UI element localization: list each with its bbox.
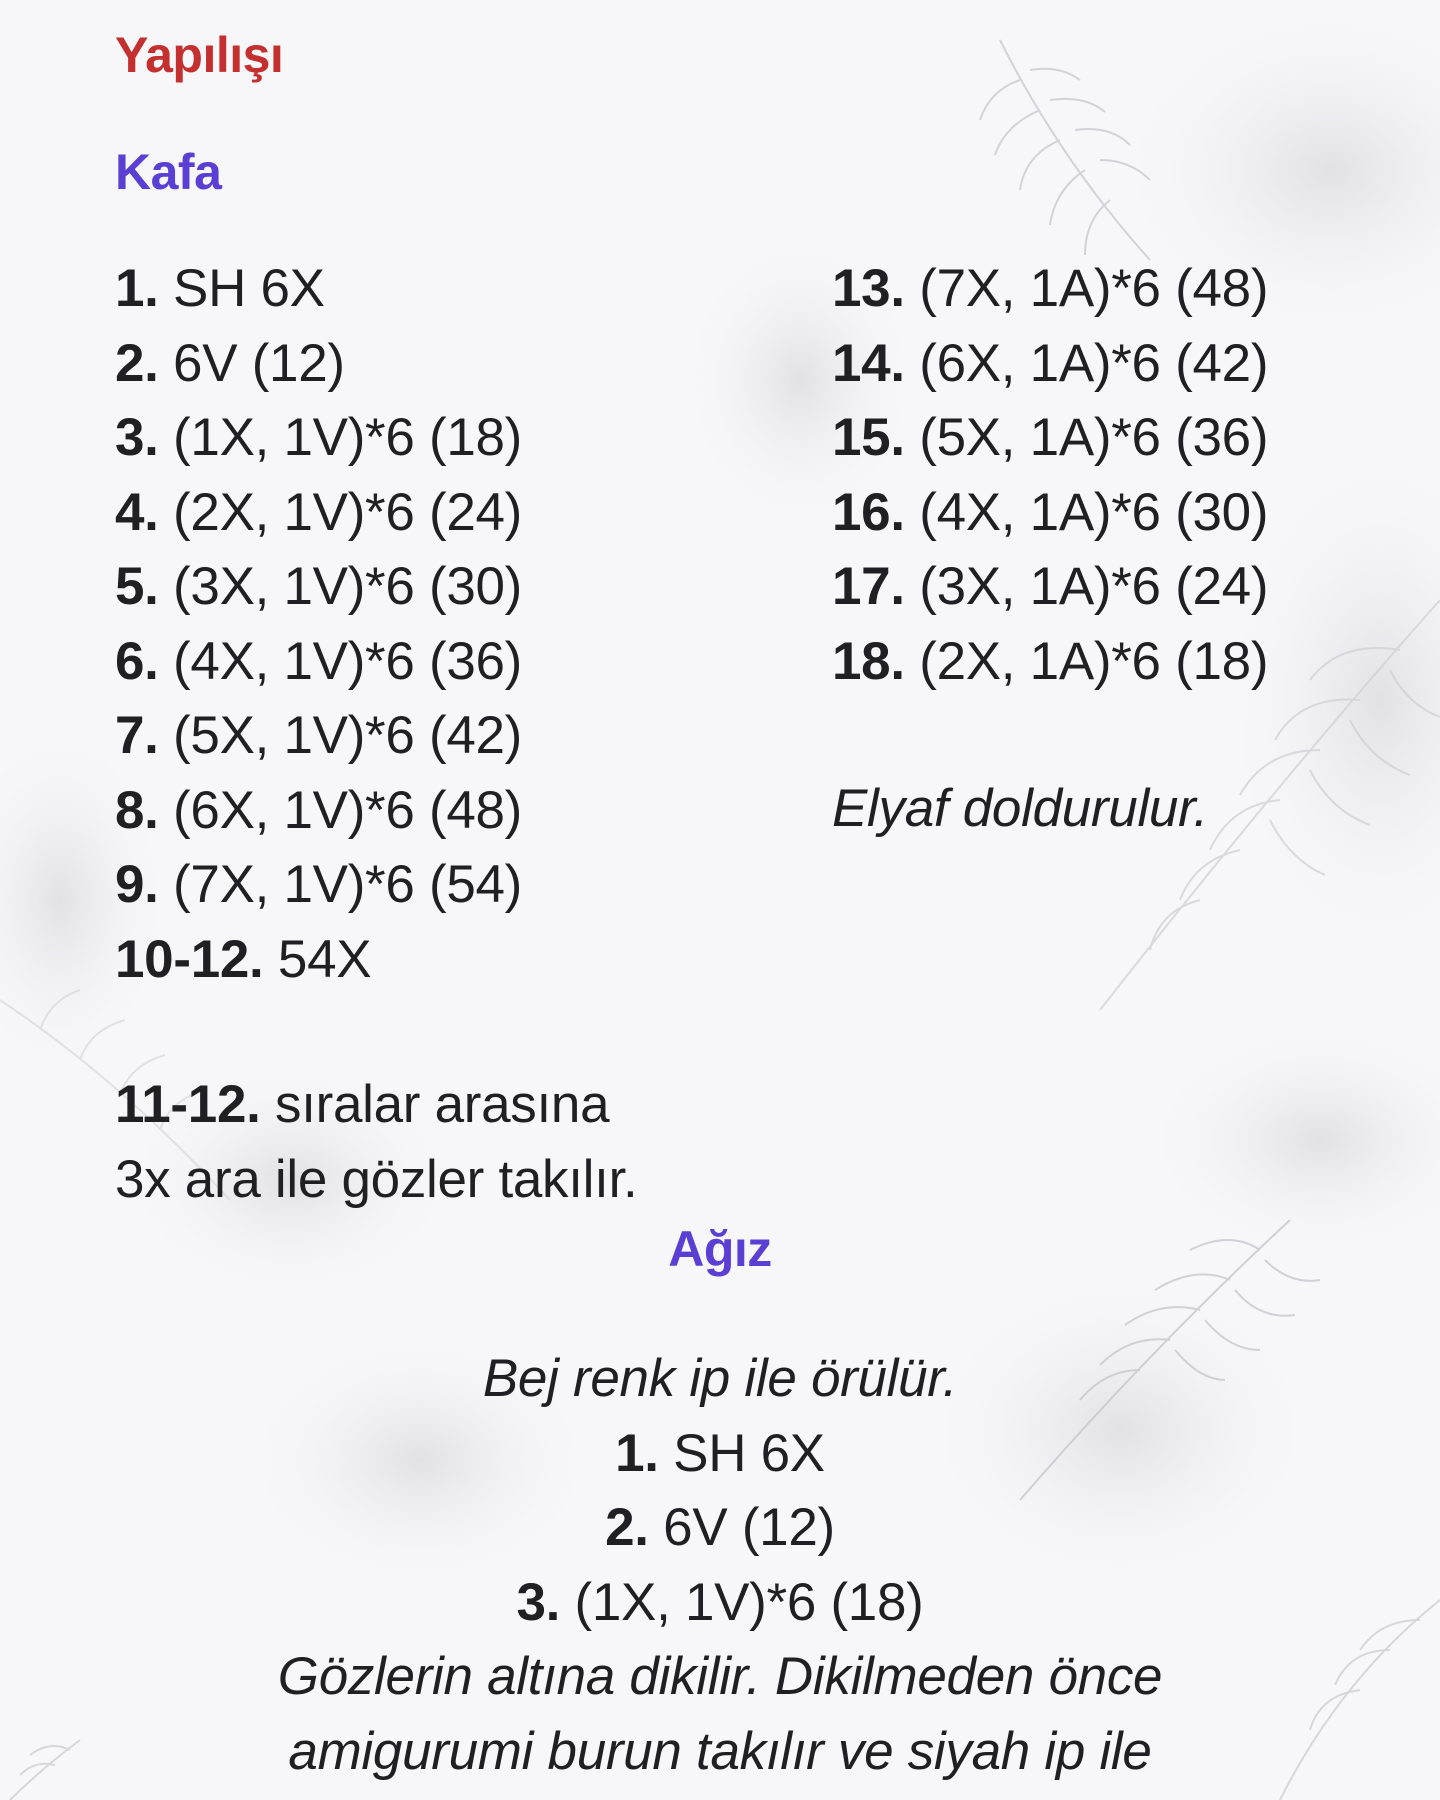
row-number: 7. [115, 706, 159, 765]
row-text: (4X, 1A)*6 (30) [919, 482, 1269, 542]
list-item [0, 1417, 1440, 1492]
row-text: 54X [277, 929, 372, 989]
mouth-note-line: Gözlerin altına dikilir. Dikilmeden önce [277, 1647, 1163, 1706]
list-item [115, 550, 522, 625]
row-text: (5X, 1A)*6 (36) [919, 408, 1269, 467]
row-number: 1. [115, 259, 159, 318]
list-item [115, 625, 522, 700]
list-item [832, 476, 1268, 551]
row-text: (7X, 1V)*6 (54) [173, 855, 523, 914]
list-item [115, 252, 522, 327]
row-number: 13. [832, 259, 905, 318]
row-text: (3X, 1A)*6 (24) [919, 557, 1269, 616]
row-number: 3. [115, 408, 159, 467]
section-heading-mouth: Ağız [668, 1221, 772, 1277]
mouth-note-line: amigurumi burun takılır ve siyah ip ile [288, 1721, 1152, 1781]
row-number: 8. [115, 780, 159, 840]
row-number: 9. [115, 855, 159, 914]
row-number: 5. [115, 557, 159, 616]
list-item [0, 1491, 1440, 1566]
row-number: 14. [832, 333, 905, 393]
list-item [115, 699, 522, 774]
row-text: sıralar arasına [275, 1075, 610, 1134]
row-number: 15. [832, 408, 905, 467]
row-text: (6X, 1V)*6 (48) [173, 780, 523, 840]
page-title: Yapılışı [115, 27, 284, 83]
list-item [832, 625, 1268, 700]
list-item [832, 401, 1268, 476]
row-text: 6V (12) [663, 1498, 835, 1557]
row-text: (1X, 1V)*6 (18) [574, 1572, 924, 1632]
stuffing-note: Elyaf doldurulur. [832, 779, 1208, 838]
list-item [115, 774, 522, 849]
row-text: (6X, 1A)*6 (42) [919, 333, 1269, 393]
list-item [115, 327, 522, 402]
list-item [115, 923, 522, 998]
list-item [832, 550, 1268, 625]
head-rows-left [115, 252, 522, 997]
row-text: SH 6X [673, 1423, 825, 1483]
row-text: (5X, 1V)*6 (42) [173, 706, 523, 765]
list-item [115, 476, 522, 551]
row-number: 3. [516, 1572, 561, 1632]
mouth-intro: Bej renk ip ile örülür. [482, 1349, 958, 1408]
row-text: SH 6X [173, 259, 325, 318]
row-text: (3X, 1V)*6 (30) [173, 557, 523, 616]
row-number: 18. [832, 631, 905, 691]
row-text-continued: 3x ara ile gözler takılır. [115, 1149, 638, 1209]
row-number: 4. [115, 482, 159, 542]
row-text: (4X, 1V)*6 (36) [173, 631, 523, 691]
row-number: 11-12. [115, 1075, 261, 1134]
list-item [115, 848, 522, 923]
row-number: 2. [115, 333, 159, 393]
head-rows-right [832, 252, 1268, 699]
eyes-note [115, 1068, 755, 1217]
list-item [0, 1566, 1440, 1641]
row-text: 6V (12) [173, 333, 345, 393]
list-item [115, 401, 522, 476]
row-text: (1X, 1V)*6 (18) [173, 408, 523, 467]
list-item [832, 252, 1268, 327]
row-number: 10-12. [115, 929, 264, 989]
list-item [832, 327, 1268, 402]
row-text: (2X, 1V)*6 (24) [173, 482, 523, 542]
row-number: 6. [115, 631, 159, 691]
row-number: 2. [605, 1498, 649, 1557]
row-number: 16. [832, 482, 905, 542]
row-text: (7X, 1A)*6 (48) [919, 259, 1269, 318]
row-text: (2X, 1A)*6 (18) [919, 631, 1269, 691]
row-number: 1. [615, 1423, 659, 1483]
mouth-instructions [0, 1342, 1440, 1789]
section-heading-head: Kafa [115, 144, 222, 200]
row-number: 17. [832, 557, 905, 616]
